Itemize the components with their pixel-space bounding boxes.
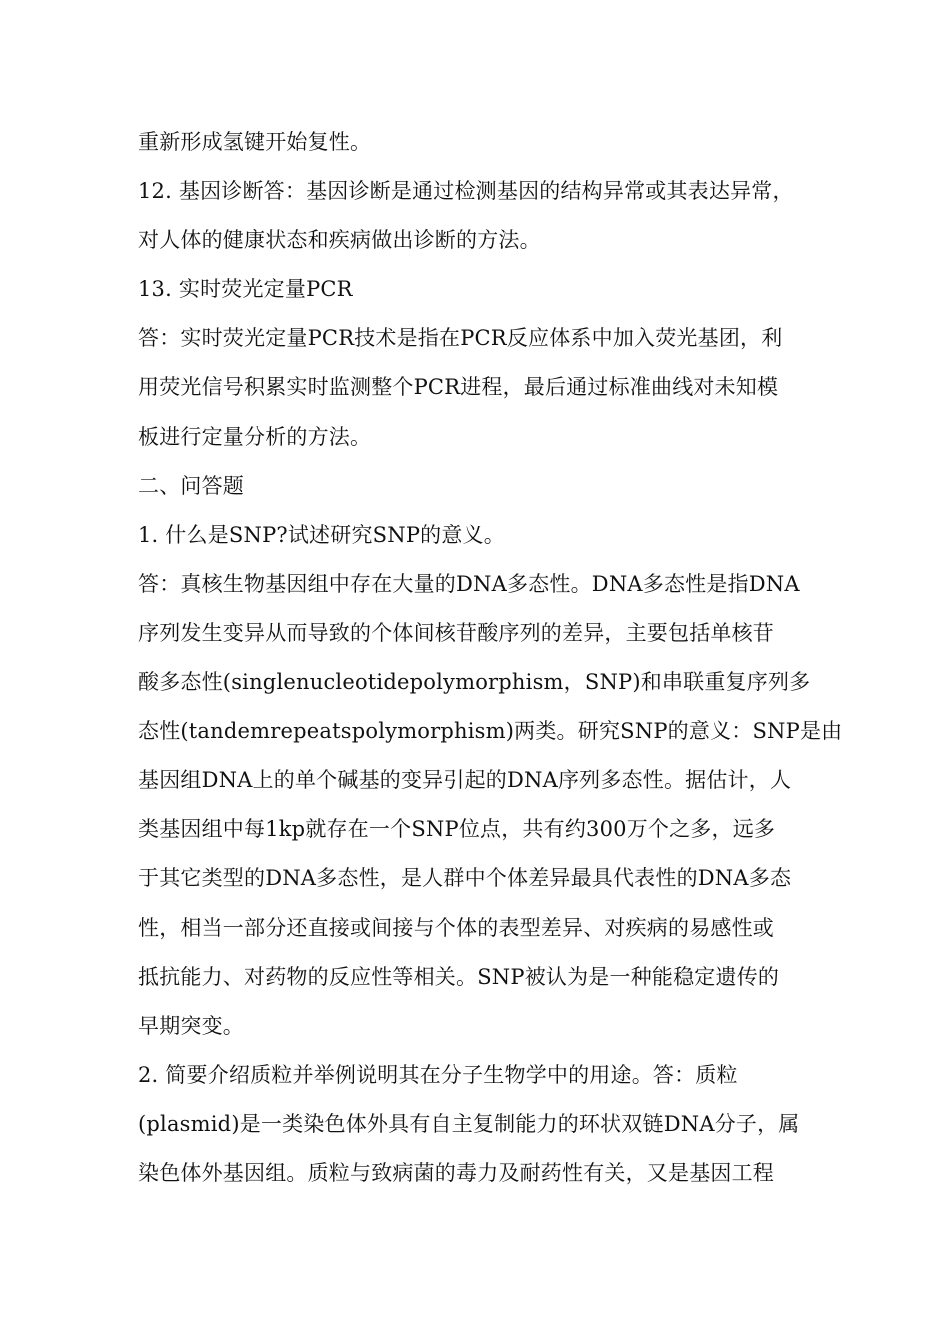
text-line: 答：真核生物基因组中存在大量的DNA多态性。DNA多态性是指DNA [138, 571, 800, 596]
text-line: 答：实时荧光定量PCR技术是指在PCR反应体系中加入荧光基团，利 [138, 326, 783, 351]
text-line: 性，相当一部分还直接或间接与个体的表型差异、对疾病的易感性或 [138, 915, 774, 940]
text-line: 重新形成氢键开始复性。 [138, 130, 372, 154]
question-line: 2. 简要介绍质粒并举例说明其在分子生物学中的用途。答：质粒 [138, 1062, 738, 1087]
text-line: 酸多态性(singlenucleotidepolymorphism，SNP)和串联重复序列多 [138, 670, 811, 695]
text-line: 抵抗能力、对药物的反应性等相关。SNP被认为是一种能稳定遗传的 [138, 964, 780, 989]
section-heading: 二、问答题 [138, 473, 244, 498]
text-line: 13. 实时荧光定量PCR [138, 277, 353, 302]
question-line: 1. 什么是SNP?试述研究SNP的意义。 [138, 522, 505, 547]
text-line: 序列发生变异从而导致的个体间核苷酸序列的差异，主要包括单核苷 [138, 620, 774, 645]
text-line: 染色体外基因组。质粒与致病菌的毒力及耐药性有关，又是基因工程 [138, 1160, 774, 1185]
text-line: 早期突变。 [138, 1013, 244, 1038]
text-line: 基因组DNA上的单个碱基的变异引起的DNA序列多态性。据估计，人 [138, 768, 792, 793]
text-line: 12. 基因诊断答：基因诊断是通过检测基因的结构异常或其表达异常， [138, 179, 794, 204]
text-line: 于其它类型的DNA多态性，是人群中个体差异最具代表性的DNA多态 [138, 866, 792, 891]
text-line: 用荧光信号积累实时监测整个PCR进程，最后通过标准曲线对未知模 [138, 375, 779, 400]
document-body [138, 118, 843, 1198]
text-line: 类基因组中每1kp就存在一个SNP位点，共有约300万个之多，远多 [138, 817, 776, 842]
text-line: 板进行定量分析的方法。 [138, 424, 372, 449]
text-line: (plasmid)是一类染色体外具有自主复制能力的环状双链DNA分子，属 [138, 1111, 800, 1136]
text-line: 态性(tandemrepeatspolymorphism)两类。研究SNP的意义：SNP是由 [138, 719, 843, 744]
text-line: 对人体的健康状态和疾病做出诊断的方法。 [138, 228, 541, 253]
